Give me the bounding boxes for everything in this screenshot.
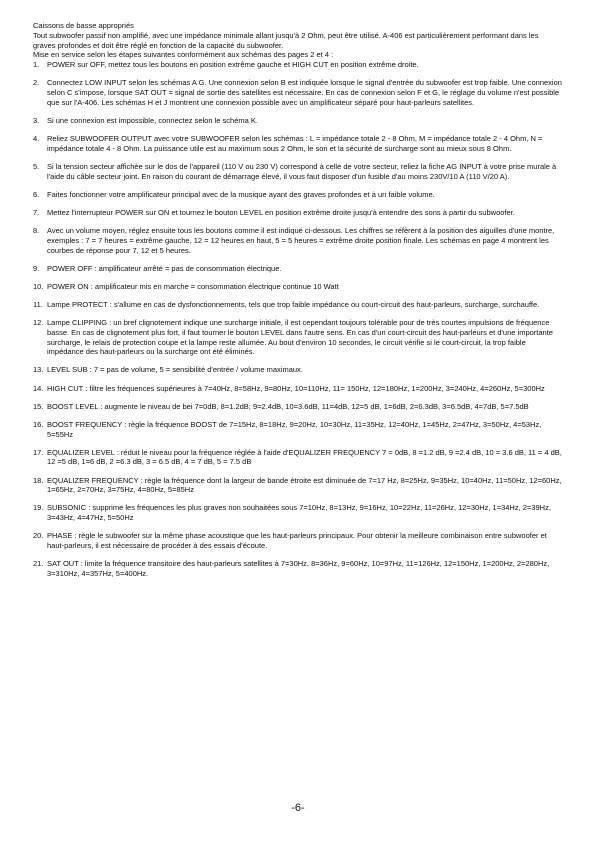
list-item: [33, 420, 563, 440]
step-text: Si une connexion est impossible, connectez selon le schéma K.: [47, 115, 258, 125]
section-heading: Caissons de basse appropriés: [33, 21, 134, 30]
step-text: Connectez LOW INPUT selon les schémas A G. Une connexion selon B est indiquée lorsque le signal d'entrée du subwoofer est trop faible. Une connexion selon C s'impose, lorsque SAT OUT = signal de sortie des satellites est nécessaire. En cas de connexion selon F et G, le réglage du volume n'est possible que sur l'A-406. Les schémas H et J montrent une connexion possible avec un amplificateur séparé pour haut-parleurs satellites.: [47, 78, 562, 107]
step-number: 17.: [33, 447, 44, 457]
step-number: 6.: [33, 189, 40, 199]
list-item: [33, 282, 563, 292]
step-text: HIGH CUT : filtre les fréquences supérieures à 7=40Hz, 8=58Hz, 9=80Hz, 10=110Hz, 11= 150Hz, 12=180Hz, 1=200Hz, 3=240Hz, 4=260Hz, 5=300Hz: [47, 383, 545, 393]
list-item: [33, 162, 563, 182]
step-text: Lampe PROTECT : s'allume en cas de dysfonctionnements, tels que trop faible impédance ou court-circuit des haut-parleurs, surcharge, surchauffe.: [47, 299, 540, 309]
intro-instruction: Mise en service selon les étapes suivantes conformément aux schémas des pages 2 et 4 :: [33, 50, 334, 60]
step-number: 21.: [33, 559, 44, 569]
intro-paragraph: Tout subwoofer passif non amplifié, avec une impédance minimale allant jusqu'à 2 Ohm, peut être utilisé. A-406 est particulièrement performant dans les graves profondes et doit être réglé en fonction de la capacité du subwoofer.: [33, 30, 539, 50]
list-item: [33, 264, 563, 274]
page-number: -6-: [291, 802, 305, 814]
step-text: Mettez l'interrupteur POWER sur ON et tournez le bouton LEVEL en position extrême droite jusqu'à entendre des sons à partir du subwoofer.: [47, 207, 515, 217]
step-number: 16.: [33, 419, 44, 429]
step-text: POWER ON : amplificateur mis en marche = consommation électrique continue 10 Watt: [47, 281, 339, 291]
list-item: [33, 78, 563, 107]
step-text: Reliez SUBWOOFER OUTPUT avec votre SUBWOOFER selon les schémas : L = impédance totale 2 - 8 Ohm, M = impédance totale 2 - 4 Ohm, N = impédance totale 4 - 8 Ohm. La puissance utile est au maximum sous 2 Ohm, le son et la sécurité de surcharge sont au mieux sous 8 Ohm.: [47, 134, 543, 153]
step-text: Faites fonctionner votre amplificateur principal avec de la musique ayant des graves profondes et à un faible volume.: [47, 189, 435, 199]
step-text: PHASE : règle le subwoofer sur la même phase acoustique que les haut-parleurs principaux. Pour obtenir la meilleure combinaison entre subwoofer et haut-parleurs, il est nécessaire de procéder à des essais d'écoute.: [47, 531, 547, 551]
step-number: 7.: [33, 207, 40, 217]
list-item: [33, 134, 563, 154]
step-text: BOOST FREQUENCY : règle la fréquence BOOST de 7=15Hz, 8=18Hz, 9=20Hz, 10=30Hz, 11=35Hz, 12=40Hz, 1=45Hz, 2=47Hz, 3=50Hz, 4=53Hz, 5=55Hz: [47, 419, 542, 439]
list-item: [33, 365, 563, 375]
step-number: 20.: [33, 531, 44, 541]
list-item: [33, 300, 563, 310]
steps-list: [33, 60, 563, 579]
step-text: SUBSONIC : supprime les fréquences les plus graves non souhaitées sous 7=10Hz, 8=13Hz, 9=16Hz, 10=22Hz, 11=26Hz, 12=30Hz, 1=34Hz, 2=39Hz, 3=43Hz, 4=47Hz, 5=50Hz: [47, 503, 551, 523]
document-page: [33, 21, 563, 579]
step-text: Lampe CLIPPING : un bref clignotement indique une surcharge initiale, il est cependant toujours tolérable pour de très courtes impulsions de fréquence basse. En cas de clignotement plus fort, il faut tourner le bouton LEVEL dans l'autre sens. En cas d'un court-circuit des haut-parleurs et d'une importante surcharge, le relais de protection coupe et la lampe reste allumée. Au bout d'environ 10 secondes, le circuit vérifie si le court-circuit, la trop faible impédance des haut-parleurs ou la surcharge ont été éliminés.: [47, 318, 553, 357]
list-item: [33, 559, 563, 579]
step-text: EQUALIZER FREQUENCY : règle la fréquence dont la largeur de bande étroite est diminuée de 7=17 Hz, 8=25Hz, 9=35Hz, 10=40Hz, 11=50Hz, 12=60Hz, 1=65Hz, 2=70Hz, 3=75Hz, 4=80Hz, 5=85Hz: [47, 475, 562, 495]
step-text: EQUALIZER LEVEL : réduit le niveau pour la fréquence réglée à l'aide d'EQUALIZER FREQUENCY 7 = 0dB, 8 =1.2 dB, 9 =2.4 dB, 10 = 3.6 dB, 11 = 4 dB, 12 =5 dB, 1=6 dB, 2 =6.3 dB, 3 = 6.5 dB, 4 = 7 dB, 5 = 7.5 dB: [47, 447, 562, 467]
step-number: 19.: [33, 503, 44, 513]
step-text: POWER sur OFF, mettez tous les boutons en position extrême gauche et HIGH CUT en position extrême droite.: [47, 60, 419, 70]
step-number: 11.: [33, 299, 43, 309]
step-text: POWER OFF : amplificateur arrêté = pas de consommation électrique.: [47, 263, 282, 273]
list-item: [33, 402, 563, 412]
step-text: SAT OUT : limite la fréquence transitoire des haut-parleurs satellites à 7=30Hz, 8=36Hz, 9=60Hz, 10=97Hz, 11=126Hz, 12=150Hz, 1=200Hz, 2=280Hz, 3=310Hz, 4=357Hz, 5=400Hz.: [47, 559, 550, 579]
intro-section: [33, 21, 563, 60]
step-number: 1.: [33, 60, 40, 70]
list-item: [33, 318, 563, 357]
list-item: [33, 448, 563, 468]
step-number: 5.: [33, 161, 40, 171]
step-number: 8.: [33, 226, 40, 236]
step-number: 12.: [33, 318, 44, 327]
list-item: [33, 503, 563, 523]
list-item: [33, 208, 563, 218]
step-number: 9.: [33, 263, 40, 273]
list-item: [33, 531, 563, 551]
step-number: 13.: [33, 365, 44, 375]
step-number: 10.: [33, 281, 44, 291]
list-item: [33, 384, 563, 394]
list-item: [33, 60, 563, 70]
step-number: 14.: [33, 383, 44, 393]
step-number: 18.: [33, 475, 44, 485]
step-number: 4.: [33, 134, 40, 144]
list-item: [33, 226, 563, 255]
step-number: 15.: [33, 401, 44, 411]
step-text: Avec un volume moyen, réglez ensuite tous les boutons comme il est indiqué ci-dessous. Les chiffres se réfèrent à la position des aiguilles d'une montre, exemples : 7 = 7 heures = extrême gauche, 12 = 12 heures en haut, 5 = 5 heures = extrême droite position finale. Les schémas en page 4 montrent les courbes de réponse pour 7, 12 et 5 heures.: [47, 226, 555, 255]
step-text: LEVEL SUB : 7 = pas de volume, 5 = sensibilité d'entrée / volume maximaux.: [47, 365, 303, 375]
list-item: [33, 190, 563, 200]
step-number: 2.: [33, 78, 40, 88]
list-item: [33, 116, 563, 126]
step-text: BOOST LEVEL : augmente le niveau de bei 7=0dB, 8=1.2dB; 9=2.4dB, 10=3.6dB, 11=4dB, 12=5 dB, 1=6dB, 2=6.3dB, 3=6.5dB, 4=7dB, 5=7.5dB: [47, 401, 529, 411]
step-number: 3.: [33, 115, 40, 125]
step-text: Si la tension secteur affichée sur le dos de l'appareil (110 V ou 230 V) correspond à celle de votre secteur, reliez la fiche AG INPUT à votre prise murale à l'aide du câble secteur joint. En raison du courant de démarrage élevé, il vous faut disposer d'un fusible d'au moins 230V/10 A (110 V/20 A).: [47, 161, 557, 181]
list-item: [33, 476, 563, 496]
